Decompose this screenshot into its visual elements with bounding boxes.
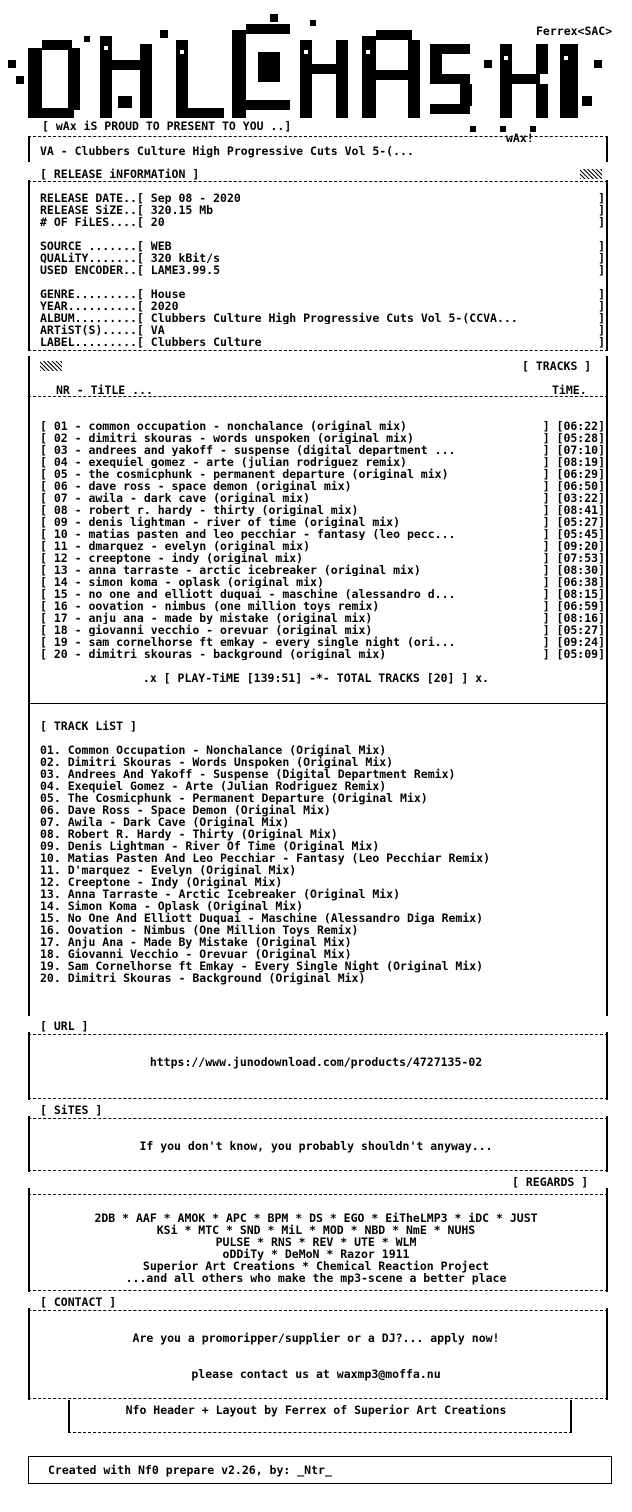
release-info-row (40, 336, 605, 348)
field-label: SOURCE .......[ (40, 240, 144, 252)
field-label: USED ENCODER..[ (40, 264, 144, 276)
release-info-field (40, 264, 220, 276)
track-row (40, 612, 605, 624)
release-info-row (40, 192, 605, 204)
regards-line: KSi * MTC * SND * MiL * MOD * NBD * NmE * NUHS (156, 1223, 476, 1237)
track-row (40, 552, 605, 564)
close-bracket: ] (598, 312, 605, 324)
release-info-field (40, 336, 262, 348)
track-row (40, 624, 605, 636)
field-label: YEAR..........[ (40, 300, 144, 312)
release-info-row (40, 216, 605, 228)
track-list-item: 07. Awila - Dark Cave (Original Mix) (40, 815, 290, 829)
track-row (40, 468, 605, 480)
track-row (40, 588, 605, 600)
track-time: ] [06:29] (542, 468, 605, 480)
track-title: [ 12 - creeptone - indy (original mix) (40, 552, 304, 564)
track-row (40, 600, 605, 612)
track-title: [ 18 - giovanni vecchio - orevuar (original mix) (40, 624, 373, 636)
close-bracket: ] (598, 216, 605, 228)
track-row (40, 648, 605, 660)
release-info-row (40, 312, 605, 324)
close-bracket: ] (598, 300, 605, 312)
release-info-field (40, 204, 213, 216)
track-row (40, 432, 605, 444)
regards-heading: [ REGARDS ] (512, 1175, 589, 1189)
track-list-item: 02. Dimitri Skouras - Words Unspoken (Original Mix) (40, 755, 394, 769)
release-info-field (40, 216, 165, 228)
tracklist-heading: [ TRACK LiST ] (40, 719, 137, 733)
release-info-row (40, 288, 605, 300)
track-title: [ 02 - dimitri skouras - words unspoken (original mix) (40, 432, 414, 444)
release-info-row (40, 240, 605, 252)
contact-apply-text: Are you a promoripper/supplier or a DJ?... apply now! (132, 1331, 500, 1345)
release-info-field (40, 252, 220, 264)
close-bracket: ] (598, 240, 605, 252)
track-row (40, 636, 605, 648)
track-list-item: 15. No One And Elliott Duquai - Maschine (Alessandro Diga Remix) (40, 911, 484, 925)
release-info-row (40, 324, 605, 336)
track-title: [ 17 - anju ana - made by mistake (original mix) (40, 612, 373, 624)
track-row (40, 456, 605, 468)
track-time: ] [05:27] (542, 516, 605, 528)
field-value: House (150, 288, 186, 300)
wax-tag: wAx! (506, 131, 534, 145)
track-time: ] [06:59] (542, 600, 605, 612)
track-list-item: 04. Exequiel Gomez - Arte (Julian Rodriguez Remix) (40, 779, 387, 793)
track-title: [ 19 - sam cornelhorse ft emkay - every single night (ori... (40, 636, 456, 648)
track-title: [ 06 - dave ross - space demon (original mix) (40, 480, 352, 492)
release-info-field (40, 240, 172, 252)
track-row (40, 420, 605, 432)
track-list-item: 05. The Cosmicphunk - Permanent Departure (Original Mix) (40, 791, 428, 805)
track-row (40, 444, 605, 456)
release-info-row (40, 252, 605, 264)
track-time: ] [08:19] (542, 456, 605, 468)
field-label: # OF FiLES....[ (40, 216, 144, 228)
track-title: [ 10 - matias pasten and leo pecchiar - fantasy (leo pecc... (40, 528, 456, 540)
release-info-row (40, 300, 605, 312)
regards-line: oDDiTy * DeMoN * Razor 1911 (222, 1247, 410, 1261)
release-info-field (40, 288, 185, 300)
contact-heading: [ CONTACT ] (40, 1295, 117, 1309)
ascii-credit: Ferrex<SAC> (536, 24, 613, 38)
field-value: 320.15 Mb (150, 204, 214, 216)
track-title: [ 11 - dmarquez - evelyn (original mix) (40, 540, 311, 552)
track-list-item: 13. Anna Tarraste - Arctic Icebreaker (Original Mix) (40, 887, 401, 901)
track-time: ] [05:28] (542, 432, 605, 444)
track-time: ] [09:24] (542, 636, 605, 648)
field-value: VA (150, 324, 165, 336)
track-title: [ 05 - the cosmicphunk - permanent departure (original mix) (40, 468, 449, 480)
track-list-item: 01. Common Occupation - Nonchalance (Original Mix) (40, 743, 387, 757)
track-list-item: 19. Sam Cornelhorse ft Emkay - Every Single Night (Original Mix) (40, 959, 484, 973)
close-bracket: ] (598, 264, 605, 276)
track-list-item: 16. Oovation - Nimbus (One Million Toys Remix) (40, 923, 359, 937)
release-info-field (40, 312, 518, 324)
field-label: QUALiTY.......[ (40, 252, 144, 264)
field-value: Clubbers Culture High Progressive Cuts Vol 5-(CCVA... (150, 312, 518, 324)
release-info-heading: [ RELEASE iNFORMATiON ] (40, 167, 200, 181)
field-value: LAME3.99.5 (150, 264, 221, 276)
regards-line: 2DB * AAF * AMOK * APC * BPM * DS * EGO * EiTheLMP3 * iDC * JUST (94, 1211, 538, 1225)
field-label: ALBUM.........[ (40, 312, 144, 324)
track-title: [ 09 - denis lightman - river of time (original mix) (40, 516, 401, 528)
track-time: ] [07:10] (542, 444, 605, 456)
regards-line: PULSE * RNS * REV * UTE * WLM (215, 1235, 417, 1249)
presents-line: [ wAx iS PROUD TO PRESENT TO YOU ..] (42, 119, 292, 133)
release-title: VA - Clubbers Culture High Progressive Cuts Vol 5-(... (40, 144, 414, 158)
track-title: [ 01 - common occupation - nonchalance (original mix) (40, 420, 407, 432)
track-list-item: 18. Giovanni Vecchio - Orevuar (Original Mix) (40, 947, 352, 961)
track-time: ] [05:45] (542, 528, 605, 540)
col-title-header: NR - TiTLE ... (56, 383, 153, 397)
release-info-field (40, 324, 165, 336)
track-list-item: 12. Creeptone - Indy (Original Mix) (40, 875, 283, 889)
track-list-item: 03. Andrees And Yakoff - Suspense (Digital Department Remix) (40, 767, 456, 781)
close-bracket: ] (598, 288, 605, 300)
close-bracket: ] (598, 204, 605, 216)
track-title: [ 14 - simon koma - oplask (original mix) (40, 576, 324, 588)
hatch-decoration (40, 361, 62, 371)
layout-credit: Nfo Header + Layout by Ferrex of Superior Art Creations (125, 1403, 507, 1417)
track-time: ] [08:41] (542, 504, 605, 516)
regards-line: ...and all others who make the mp3-scene a better place (125, 1271, 507, 1285)
track-row (40, 564, 605, 576)
contact-email-text: please contact us at waxmp3@moffa.nu (191, 1367, 441, 1381)
field-label: RELEASE DATE..[ (40, 192, 144, 204)
close-bracket: ] (598, 192, 605, 204)
track-time: ] [08:30] (542, 564, 605, 576)
wax-ascii-logo (0, 0, 632, 132)
track-time: ] [05:09] (542, 648, 605, 660)
field-value: 320 kBit/s (150, 252, 221, 264)
track-list-item: 17. Anju Ana - Made By Mistake (Original Mix) (40, 935, 352, 949)
track-time: ] [06:38] (542, 576, 605, 588)
field-value: Clubbers Culture (150, 336, 262, 348)
field-label: GENRE.........[ (40, 288, 144, 300)
field-label: RELEASE SiZE..[ (40, 204, 144, 216)
regards-line: Superior Art Creations * Chemical Reaction Project (142, 1259, 490, 1273)
track-row (40, 576, 605, 588)
track-title: [ 07 - awila - dark cave (original mix) (40, 492, 311, 504)
track-row (40, 480, 605, 492)
track-list-item: 14. Simon Koma - Oplask (Original Mix) (40, 899, 304, 913)
track-title: [ 03 - andrees and yakoff - suspense (digital department ... (40, 444, 456, 456)
track-time: ] [08:15] (542, 588, 605, 600)
track-title: [ 16 - oovation - nimbus (one million toys remix) (40, 600, 380, 612)
release-info-field (40, 300, 179, 312)
field-value: 2020 (150, 300, 179, 312)
release-info-field (40, 192, 241, 204)
track-list-item: 10. Matias Pasten And Leo Pecchiar - Fantasy (Leo Pecchiar Remix) (40, 851, 491, 865)
col-time-header: TiME. (552, 383, 587, 397)
track-row (40, 492, 605, 504)
field-value: 20 (150, 216, 165, 228)
track-list-item: 09. Denis Lightman - River Of Time (Original Mix) (40, 839, 380, 853)
release-url-link[interactable]: https://www.junodownload.com/products/4727135-02 (149, 1055, 483, 1069)
sites-heading: [ SiTES ] (40, 1103, 103, 1117)
track-title: [ 13 - anna tarraste - arctic icebreaker (original mix) (40, 564, 421, 576)
release-info-row (40, 228, 605, 240)
url-heading: [ URL ] (40, 1019, 89, 1033)
field-value: Sep 08 - 2020 (150, 192, 241, 204)
track-title: [ 08 - robert r. hardy - thirty (original mix) (40, 504, 359, 516)
release-info-row (40, 276, 605, 288)
sites-text: If you don't know, you probably shouldn't anyway... (139, 1139, 493, 1153)
track-time: ] [06:22] (542, 420, 605, 432)
close-bracket: ] (598, 324, 605, 336)
track-row (40, 528, 605, 540)
track-row (40, 504, 605, 516)
track-time: ] [03:22] (542, 492, 605, 504)
track-list-item: 06. Dave Ross - Space Demon (Original Mix) (40, 803, 331, 817)
track-row (40, 540, 605, 552)
track-list-item: 08. Robert R. Hardy - Thirty (Original Mix) (40, 827, 338, 841)
track-title: [ 04 - exequiel gomez - arte (julian rodriguez remix) (40, 456, 407, 468)
field-value: WEB (150, 240, 172, 252)
field-label: ARTiST(S).....[ (40, 324, 144, 336)
close-bracket: ] (598, 252, 605, 264)
track-time: ] [06:50] (542, 480, 605, 492)
track-time: ] [05:27] (542, 624, 605, 636)
release-info-row (40, 264, 605, 276)
prepare-credit: Created with Nf0 prepare v2.26, by: _Ntr_ (48, 1463, 332, 1477)
track-list (40, 744, 490, 984)
field-label: LABEL.........[ (40, 336, 144, 348)
close-bracket: ] (598, 336, 605, 348)
track-title: [ 20 - dimitri skouras - background (original mix) (40, 648, 387, 660)
track-time: ] [08:16] (542, 612, 605, 624)
track-title: [ 15 - no one and elliott duquai - maschine (alessandro d... (40, 588, 456, 600)
track-list-item: 11. D'marquez - Evelyn (Original Mix) (40, 863, 297, 877)
release-info-row (40, 204, 605, 216)
hatch-decoration (580, 169, 602, 179)
track-time: ] [09:20] (542, 540, 605, 552)
track-list-item: 20. Dimitri Skouras - Background (Original Mix) (40, 971, 366, 985)
track-time: ] [07:53] (542, 552, 605, 564)
tracks-heading: [ TRACKS ] (522, 359, 592, 373)
track-row (40, 516, 605, 528)
tracks-summary: .x [ PLAY-TiME [139:51] -*- TOTAL TRACKS [20] ] x. (142, 671, 490, 685)
